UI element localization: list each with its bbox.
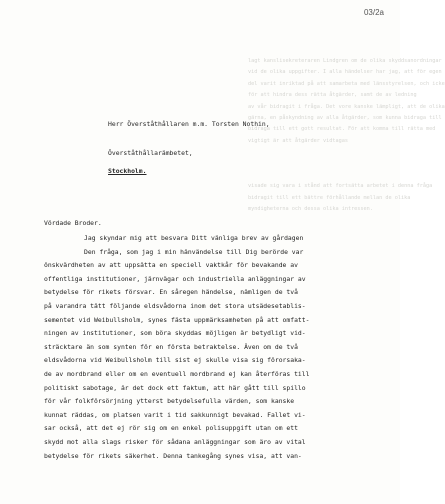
letter-body: [44, 232, 374, 463]
recipient-city: Stockholm.: [108, 167, 147, 175]
bleed-through-line: myndigheterna och dessa olika intressen.: [248, 206, 373, 213]
letter-body-line: sementet vid Weibullsholm, synes fästa uppmärksamheten på att omfatt-: [44, 315, 310, 324]
letter-body-line: skydd mot alla slags risker för sådana anläggningar som äro av vital: [44, 437, 306, 446]
letter-body-line: kunnat räddas, om platsen varit i tid sakkunnigt bevakad. Fallet vi-: [44, 410, 306, 419]
letter-body-line: eldsvådorna vid Weibullsholm till sist ej skulle visa sig förorsaka-: [44, 356, 306, 365]
recipient-name: Herr Överståthållaren m.m. Torsten Nothin,: [108, 120, 270, 128]
recipient-office: Överståthållarämbetet,: [108, 149, 193, 157]
letter-body-line: sträcktare än som synten för en första betraktelse. Även om de två: [44, 342, 298, 351]
bleed-through-text: [248, 56, 445, 215]
letter-body-line: ningen av institutioner, som böra skyddas möjligen är betydligt vid-: [44, 329, 306, 338]
letter-body-line: betydelse för rikets försvar. En såregen händelse, nämligen de två: [44, 288, 298, 297]
letter-body-line: för vår folkförsörjning ytterst betydelsefulla värden, som kanske: [44, 397, 295, 406]
letter-body-line: på varandra tätt följande eldsvådorna inom det stora utsädesetablis-: [44, 301, 306, 310]
letter-body-line: offentliga institutioner, järnvägar och industriella anläggningar av: [44, 274, 306, 283]
bleed-through-line: bidragit till ett bättre förhållande mellan de olika: [248, 194, 411, 201]
letter-body-line: de av mordbrand eller om en eventuell mordbrand ej kan återföras till: [44, 369, 310, 378]
letter-body-line: politiskt sabotage, är det dock ett faktum, att här gått till spillo: [44, 383, 306, 392]
letter-greeting: Vördade Broder.: [44, 219, 102, 227]
bleed-through-line: för att hindra dess rätta åtgärder, samt de av ledning: [248, 92, 417, 99]
bleed-through-line: vid de olika uppgifter. I alla händelser har jag, att för egen: [248, 69, 442, 76]
page-number: 03/2a: [363, 8, 384, 17]
bleed-through-line: gärna, en påskyndning av alla åtgärder, som kunna bidraga till: [248, 114, 442, 121]
bleed-through-line: lagt kanslisekreteraren Lindgren om de olika skyddsanordningar: [248, 58, 442, 64]
letter-body-line: sar också, att det ej rör sig om en enkel polisuppgift utan om ett: [44, 424, 298, 433]
letter-body-line: Den fråga, som jag i min hänvändelse till Dig berörde var: [84, 247, 304, 256]
bleed-through-line: bidraga till ett gott resultat. För att komma till rätta med: [248, 126, 436, 133]
bleed-through-line: visade sig vara i stånd att fortsätta arbetet i denna fråga: [248, 183, 433, 190]
letter-body-line: betydelse för rikets säkerhet. Denna tankegång synes visa, att van-: [44, 451, 302, 460]
bleed-through-line: del varit inriktad på att samarbeta med länsstyrelsen, och icke: [248, 80, 445, 87]
bleed-through-line: [248, 159, 388, 170]
bleed-through-line: vigtigt är att åtgärder vidtagas: [248, 137, 348, 144]
bleed-through-line: [248, 170, 388, 181]
letter-body-line: önskvärdheten av att uppsätta en speciell vaktkår för bevakande av: [44, 261, 298, 270]
bleed-through-line: [248, 147, 388, 158]
letter-body-line: Jag skyndar mig att besvara Ditt vänliga brev av gårdagen: [84, 234, 304, 242]
bleed-through-line: av vår bidragit i fråga. Det vore kanske lämpligt, att de olika: [248, 103, 445, 110]
